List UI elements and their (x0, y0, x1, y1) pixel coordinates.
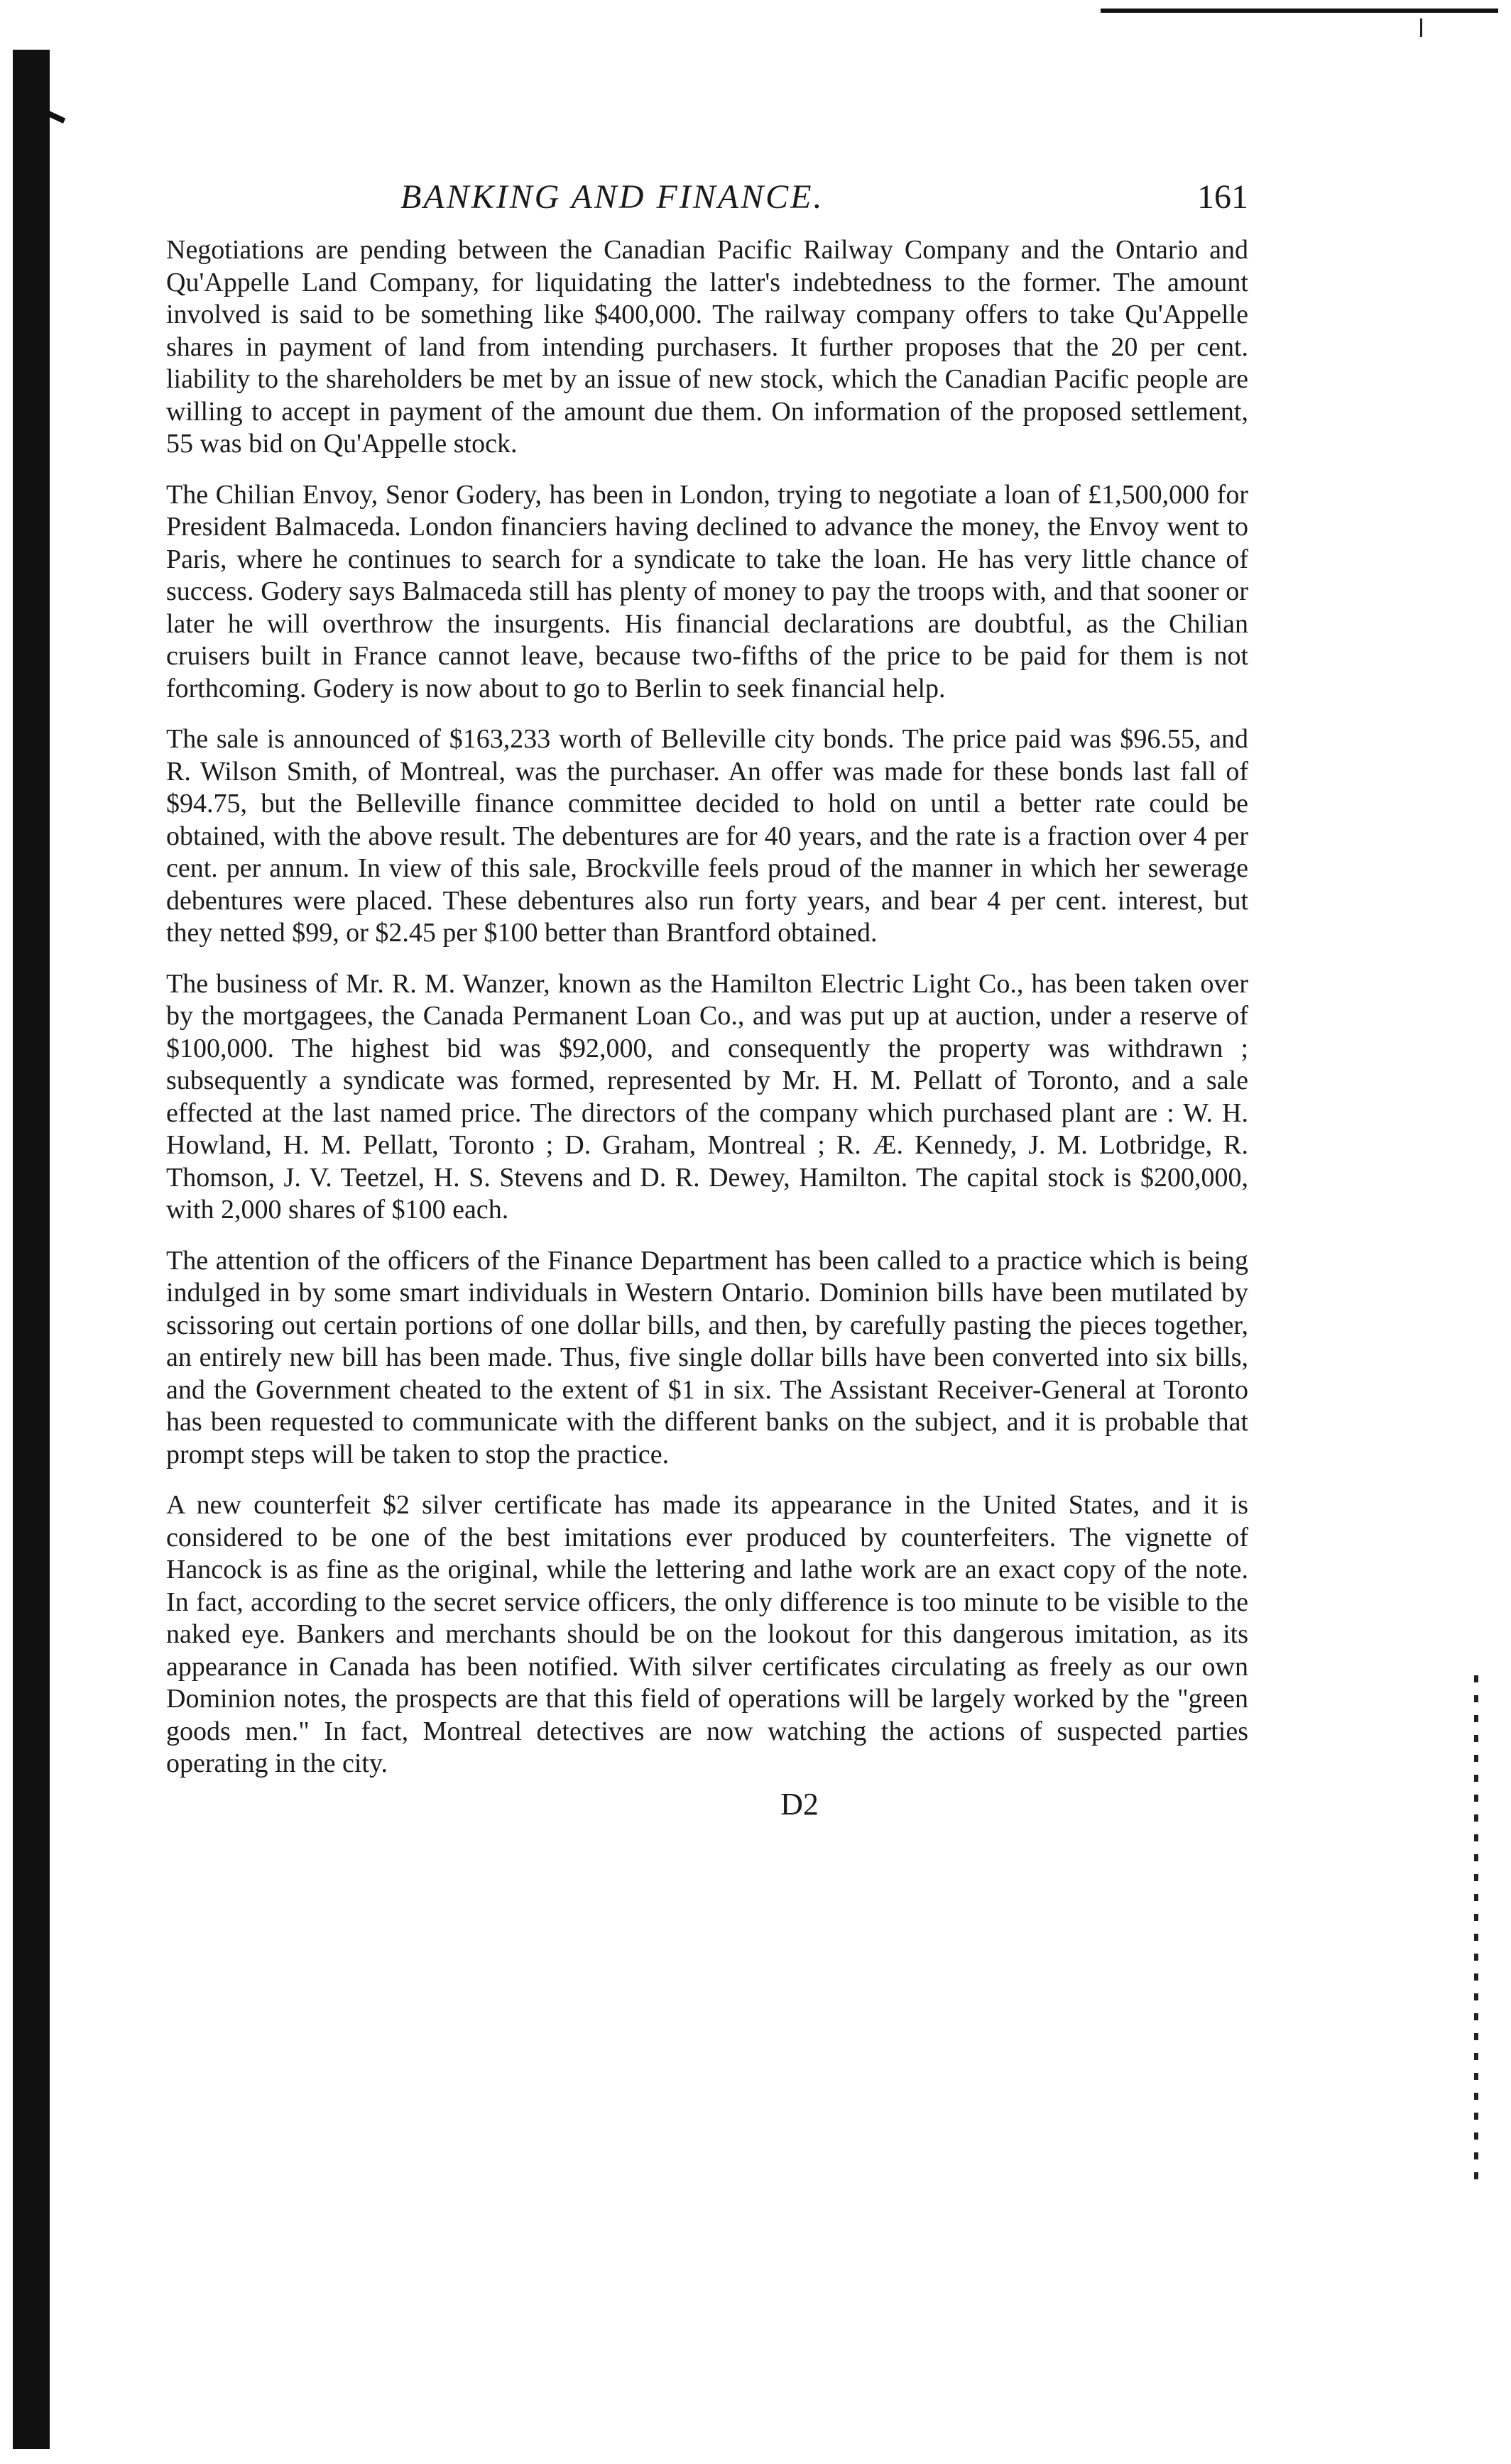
top-edge-rule (1101, 9, 1498, 13)
top-edge-tick (1420, 18, 1422, 37)
document-page (166, 170, 1248, 1822)
right-margin-marks (1474, 1675, 1478, 2186)
running-head (166, 170, 1248, 234)
page-binding-shadow (13, 50, 50, 2449)
signature-mark: D2 (780, 1786, 819, 1822)
paragraph-chilian-loan: The Chilian Envoy, Senor Godery, has been in London, trying to negotiate a loan of £1,500,000 for President Balmaceda. London financiers having declined to advance the money, the Envoy went to Paris, where he continues to search for a syndicate to take the loan. He has very little chance of success. Godery says Balmaceda still has plenty of money to pay the troops with, and that sooner or later he will overthrow the insurgents. His financial declarations are doubtful, as the Chilian cruisers built in France cannot leave, because two-fifths of the price to be paid for them is not forthcoming. Godery is now about to go to Berlin to seek financial help. (166, 479, 1248, 703)
paragraph-hamilton-electric: The business of Mr. R. M. Wanzer, known as the Hamilton Electric Light Co., has been taken over by the mortgagees, the Canada Permanent Loan Co., and was put up at auction, under a reserve of $100,000. The highest bid was $92,000, and consequently the property was withdrawn ; subsequently a syndicate was formed, represented by Mr. H. M. Pellatt of Toronto, and a sale effected at the last named price. The directors of the company which purchased plant are : W. H. Howland, H. M. Pellatt, Toronto ; D. Graham, Montreal ; R. Æ. Kennedy, J. M. Lotbridge, R. Thomson, J. V. Teetzel, H. S. Stevens and D. R. Dewey, Hamilton. The capital stock is $200,000, with 2,000 shares of $100 each. (166, 968, 1248, 1225)
paragraph-belleville-bonds: The sale is announced of $163,233 worth of Belleville city bonds. The price paid was $96.55, and R. Wilson Smith, of Montreal, was the purchaser. An offer was made for these bonds last fall of $94.75, but the Belleville finance committee decided to hold on until a better rate could be obtained, with the above result. The debentures are for 40 years, and the rate is a fraction over 4 per cent. per annum. In view of this sale, Brockville feels proud of the manner in which her sewerage debentures were placed. These debentures also run forty years, and bear 4 per cent. interest, but they netted $99, or $2.45 per $100 better than Brantford obtained. (166, 724, 1248, 948)
paragraph-counterfeit-certificate: A new counterfeit $2 silver certificate has made its appearance in the United States, and it is considered to be one of the best imitations ever produced by counterfeiters. The vignette of Hancock is as fine as the original, while the lettering and lathe work are an exact copy of the note. In fact, according to the secret service officers, the only difference is too minute to be visible to the naked eye. Bankers and merchants should be on the lookout for this dangerous imitation, as its appearance in Canada has been notified. With silver certificates circulating as freely as our own Dominion notes, the prospects are that this field of operations will be largely worked by the "green goods men." In fact, Montreal detectives are now watching the actions of suspected parties operating in the city. (166, 1490, 1248, 1778)
paragraph-quappelle-settlement: Negotiations are pending between the Canadian Pacific Railway Company and the Ontario and Qu'Appelle Land Company, for liquidating the latter's indebtedness to the former. The amount involved is said to be something like $400,000. The railway company offers to take Qu'Appelle shares in payment of land from intending purchasers. It further proposes that the 20 per cent. liability to the shareholders be met by an issue of new stock, which the Canadian Pacific people are willing to accept in payment of the amount due them. On information of the proposed settlement, 55 was bid on Qu'Appelle stock. (166, 235, 1248, 459)
page-number: 161 (1197, 178, 1248, 216)
running-title: BANKING AND FINANCE. (400, 178, 824, 216)
paragraph-mutilated-bills: The attention of the officers of the Finance Department has been called to a practice which is being indulged in by some smart individuals in Western Ontario. Dominion bills have been mutilated by scissoring out certain portions of one dollar bills, and then, by carefully pasting the pieces together, an entirely new bill has been made. Thus, five single dollar bills have been converted into six bills, and the Government cheated to the extent of $1 in six. The Assistant Receiver-General at Toronto has been requested to communicate with the different banks on the subject, and it is probable that prompt steps will be taken to stop the practice. (166, 1245, 1248, 1469)
